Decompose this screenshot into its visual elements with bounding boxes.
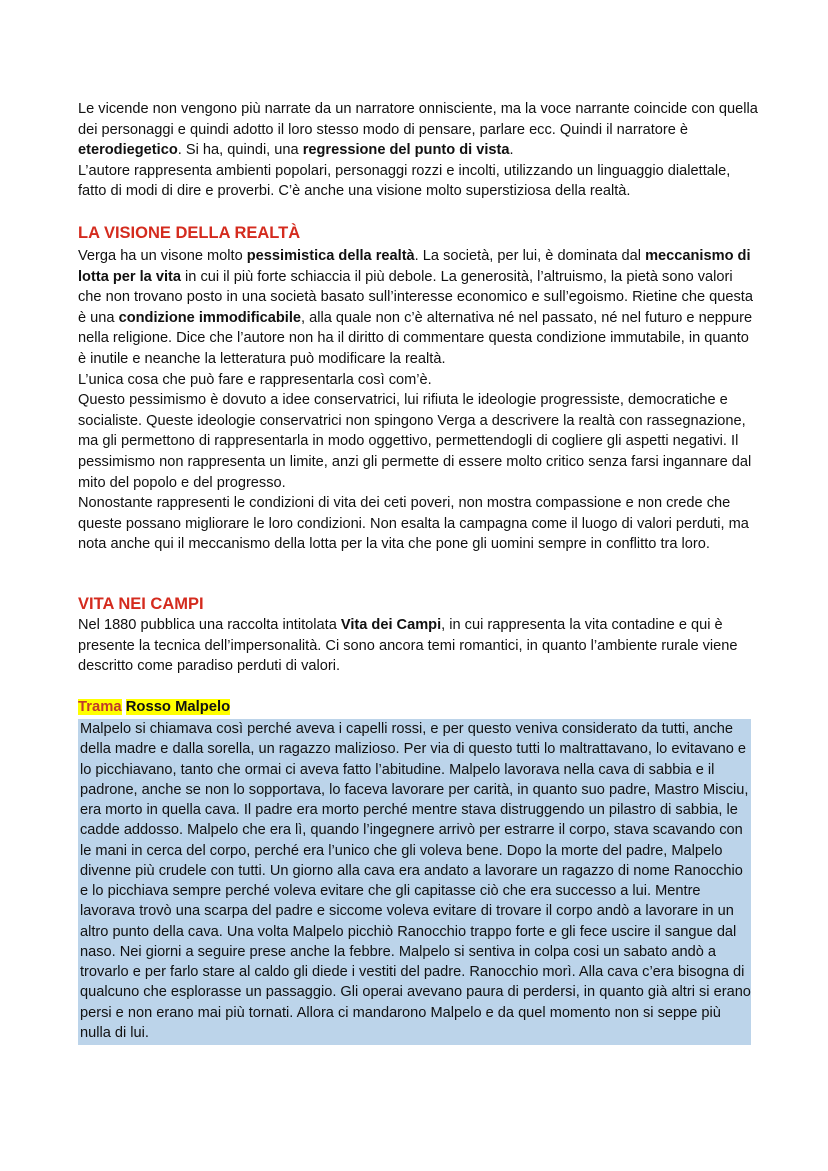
- visione-paragraph-2: L’unica cosa che può fare e rappresentarla così com’è.: [78, 371, 432, 388]
- vita-paragraph: Nel 1880 pubblica una raccolta intitolata Vita dei Campi, in cui rappresenta la vita contadine e qui è presente la tecnica dell’impersonalità. Ci sono ancora temi romantici, in quanto l’ambiente rurale viene descritto come paradiso perduti di valori.: [78, 617, 738, 675]
- trama-paragraph: Malpelo si chiamava così perché aveva i capelli rossi, e per questo veniva considerato da tutti, anche della madre e dalla sorella, un ragazzo malizioso. Per via di questo tutti lo maltrattavano, lo evitavano e lo picchiavano, tanto che ormai ci aveva fatto l’abitudine. Malpelo lavorava nella cava di sabbia e il padrone, anche se non lo sopportava, lo faceva lavorare per carità, in quanto suo padre, Mastro Misciu, era morto in quella cava. Il padre era morto perché mentre stava distruggendo un pilastro di sabbia, le cadde addosso. Malpelo che era lì, quando l’ingegnere arrivò per estrarre il corpo, stava scavando con le mani in cerca del corpo, perché era l’unico che gli voleva bene. Dopo la morte del padre, Malpelo divenne più crudele con tutti. Un giorno alla cava era andato a lavorare un ragazzo di nome Ranocchio e lo picchiava sempre perché voleva evitare che gli capitasse ciò che era successo a lui. Mentre lavorava trovò una scarpa del padre e siccome voleva evitare di trovare il corpo andò a lavorare in un altro punto della cava. Una volta Malpelo picchiò Ranocchio trappo forte e gli fece uscire il sangue dal naso. Nei giorni a seguire prese anche la febbre. Malpelo si sentiva in colpa cosi un sabato andò a trovarlo e per farlo stare al caldo gli diede i vestiti del padre. Ranocchio morì. Alla cava c’era bisogna di qualcuno che esplorasse un passaggio. Gli operai avevano paura di perdersi, in quanto già altri si erano persi e non erano mai più tornati. Allora ci mandarono Malpelo e da quel momento non si seppe più nulla di lui.: [80, 721, 751, 1041]
- heading-visione-realta: LA VISIONE DELLA REALTÀ: [78, 224, 301, 242]
- term-eterodiegetico: eterodiegetico: [78, 142, 178, 159]
- term-regressione: regressione del punto di vista: [302, 142, 510, 159]
- visione-paragraph-3: Questo pessimismo è dovuto a idee conservatrici, lui rifiuta le ideologie progressiste, democratiche e socialiste. Queste ideologie conservatrici non spingono Verga a descrivere la realtà con rassegnazione, ma gli permettono di rappresentarla in modo oggettivo, permettendogli di cogliere gli aspetti negativi. Il pessimismo non rappresenta un limite, anzi gli permette di essere molto critico senza farsi ingannare dal mito del popolo e del progresso.: [78, 392, 752, 491]
- trama-highlighted-text: [78, 719, 751, 1045]
- visione-paragraph-1: Verga ha un visone molto pessimistica della realtà. La società, per lui, è dominata dal meccanismo di lotta per la vita in cui il più forte schiaccia il più debole. La generosità, l’altruismo, la pietà sono valori che non trovano posto in una società basato sull’interesse economico e sull’egoismo. Rietine che questa è una condizione immodificabile, alla quale non c’è alternativa né nel passato, né nel futuro e neppure nella religione. Dice che l’autore non ha il diritto di commentare questa condizione immutabile, in quanto è inutile e neanche la letteratura può modificare la realtà.: [78, 248, 753, 367]
- trama-title: Rosso Malpelo: [125, 699, 231, 715]
- intro-paragraph-1: Le vicende non vengono più narrate da un narratore onnisciente, ma la voce narrante coincide con quella dei personaggi e quindi adotto il loro stesso modo di pensare, parlare ecc. Quindi il narratore è eterodiegetico. Si ha, quindi, una regressione del punto di vista.: [78, 101, 758, 159]
- visione-section: [78, 246, 758, 555]
- intro-paragraph-2: L’autore rappresenta ambienti popolari, personaggi rozzi e incolti, utilizzando un linguaggio dialettale, fatto di modi di dire e proverbi. C’è anche una visione molto superstiziosa della realtà.: [78, 162, 731, 200]
- trama-label: Trama: [78, 699, 122, 715]
- vita-section: [78, 615, 758, 677]
- intro-section: [78, 99, 758, 202]
- visione-paragraph-4: Nonostante rappresenti le condizioni di vita dei ceti poveri, non mostra compassione e non crede che queste possano migliorare le loro condizioni. Non esalta la campagna come il luogo di valori perduti, ma nota anche qui il meccanismo della lotta per la vita che pone gli uomini sempre in conflitto tra loro.: [78, 495, 749, 553]
- heading-vita-nei-campi: VITA NEI CAMPI: [78, 595, 204, 613]
- trama-heading: [78, 697, 230, 717]
